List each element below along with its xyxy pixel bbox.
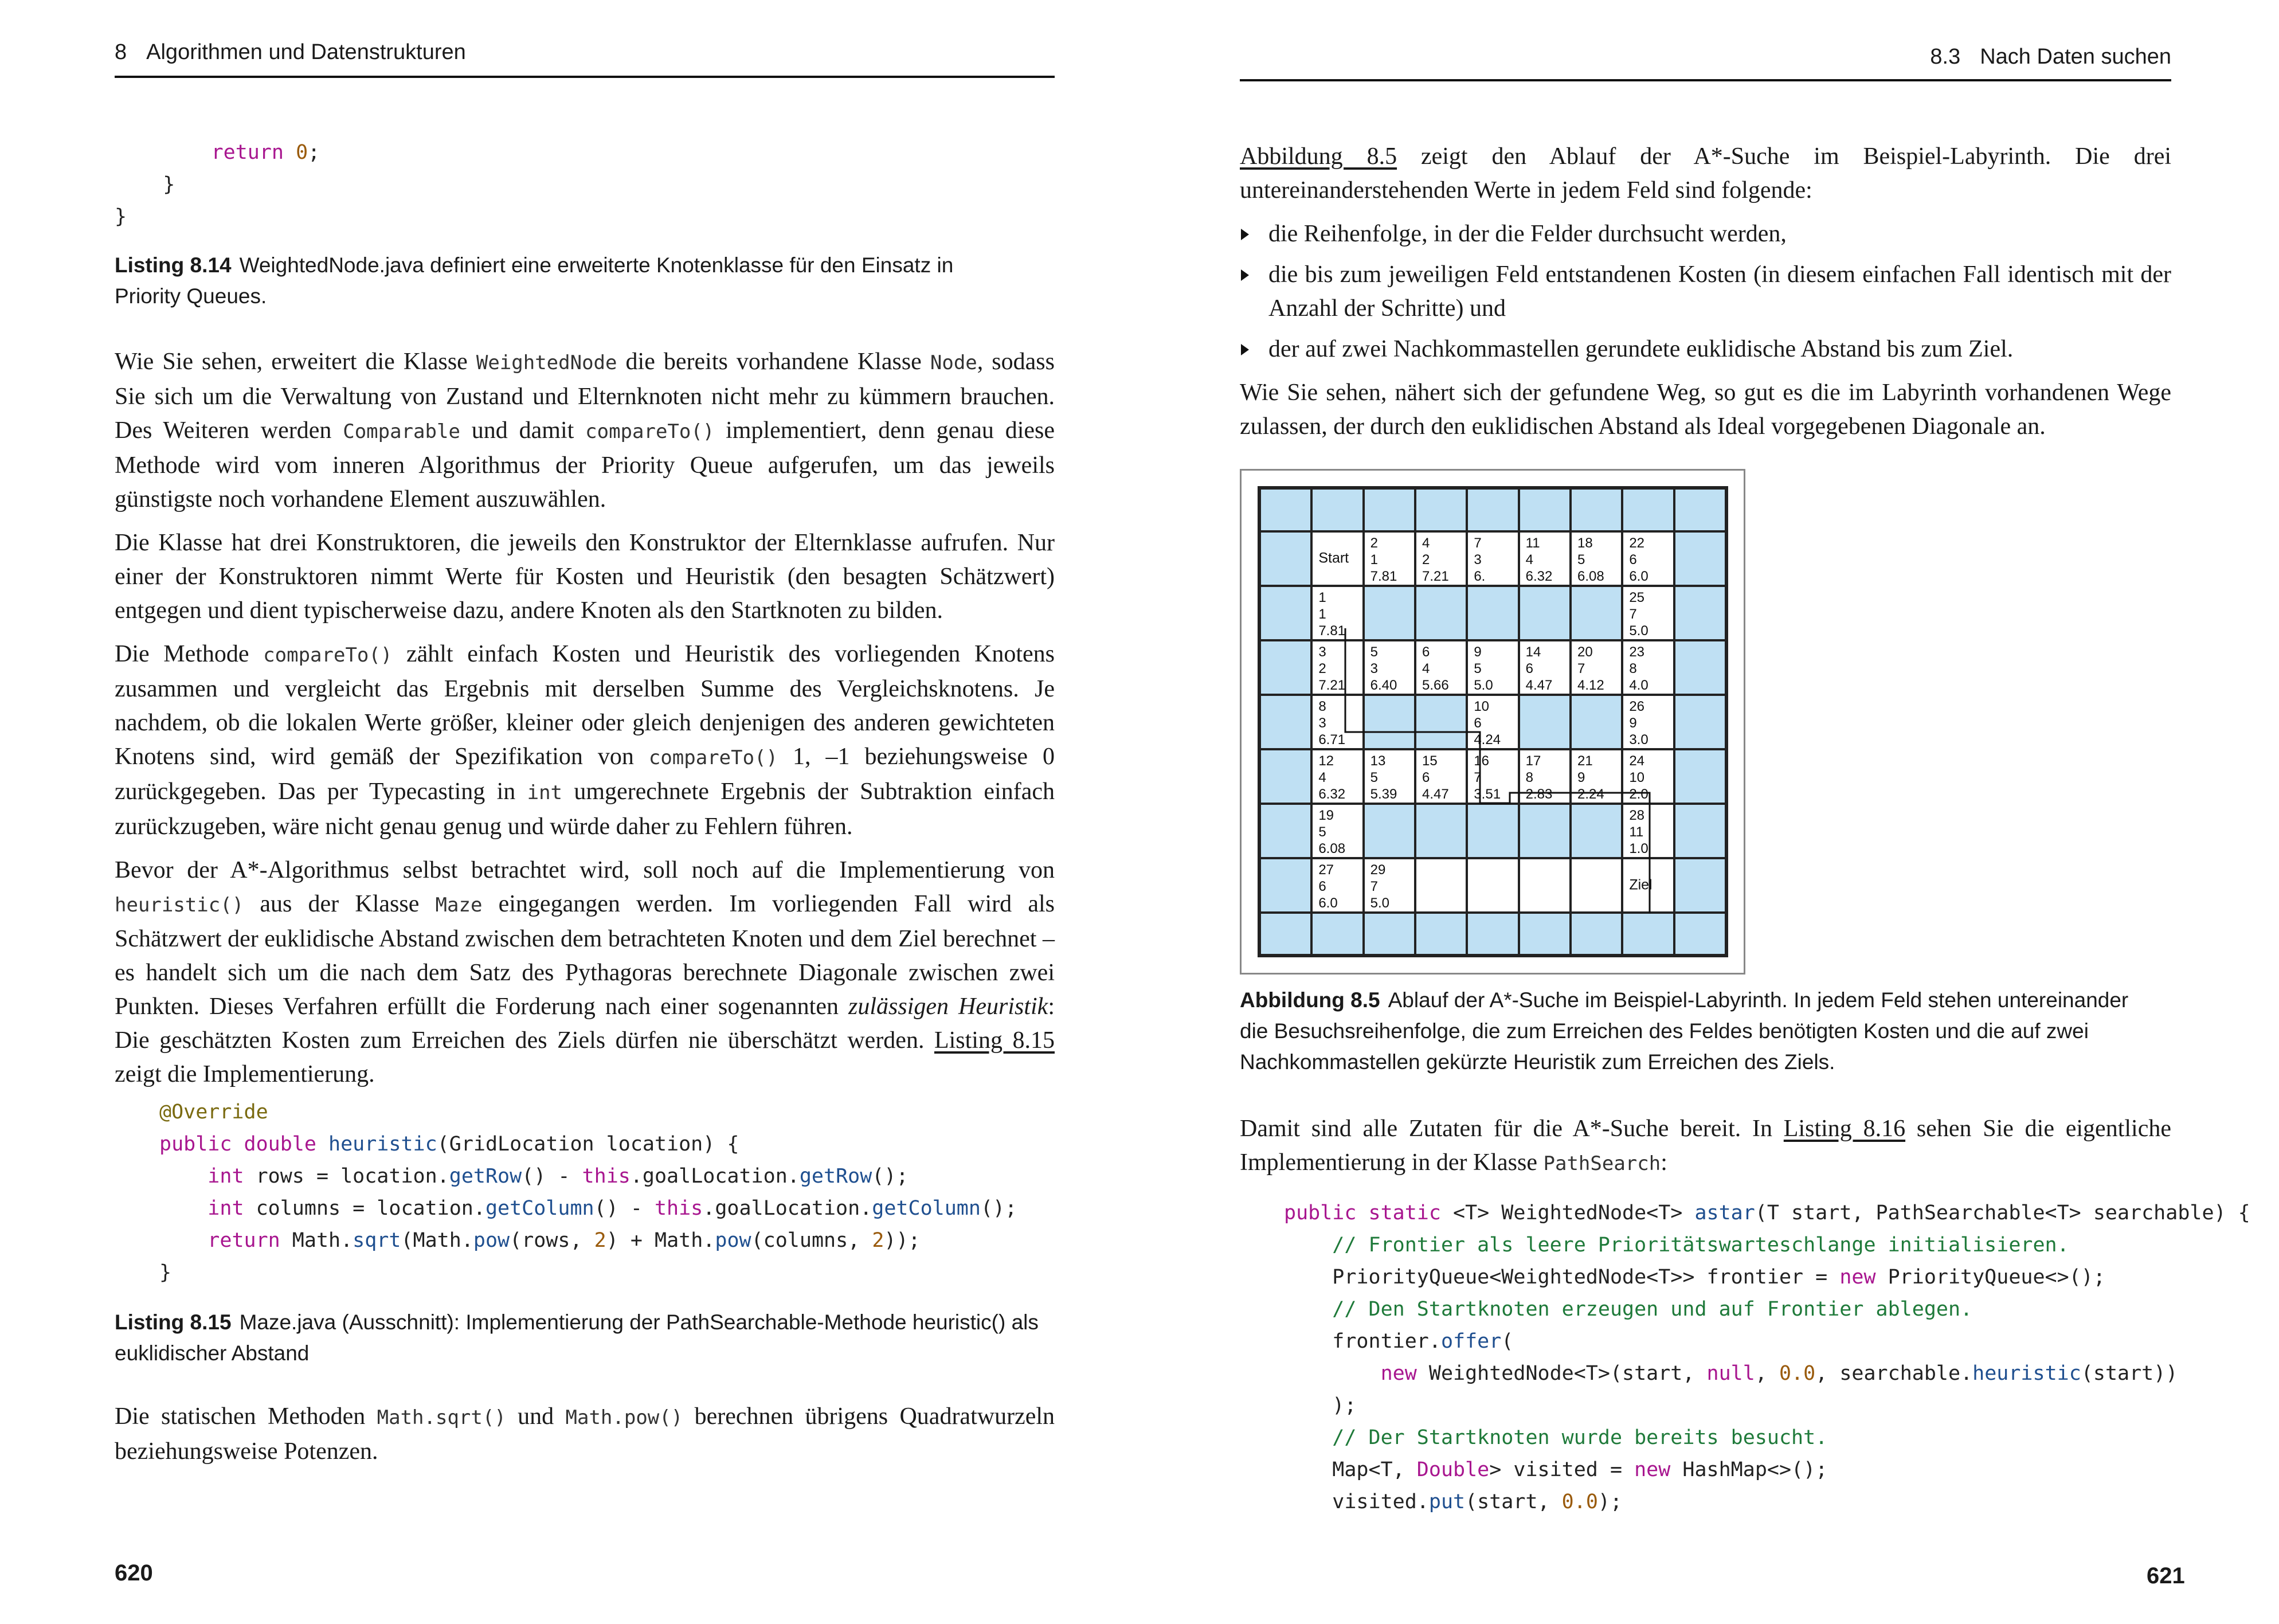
section-number: 8.3 xyxy=(1930,45,1961,69)
inline-code: compareTo() xyxy=(585,420,715,443)
maze-wall-cell xyxy=(1467,804,1518,858)
figure-85-link[interactable]: Abbildung 8.5 xyxy=(1240,143,1397,170)
cell-value: 4.24 xyxy=(1474,731,1501,748)
start-label: Start xyxy=(1318,550,1349,566)
cell-value: 4 xyxy=(1422,535,1430,551)
cell-value: 2 xyxy=(1370,535,1379,551)
maze-wall-cell xyxy=(1674,749,1726,804)
maze-wall-cell xyxy=(1519,586,1571,640)
listing-815-link[interactable]: Listing 8.15 xyxy=(934,1027,1055,1054)
maze-wall-cell xyxy=(1571,913,1622,956)
maze-wall-cell xyxy=(1622,913,1674,956)
cell-value: 4 xyxy=(1318,769,1326,785)
cell-value: 18 xyxy=(1577,535,1593,551)
cell-value: 5 xyxy=(1474,660,1482,676)
code-line: } xyxy=(159,1261,172,1284)
maze-wall-cell xyxy=(1260,695,1311,749)
maze-wall-cell xyxy=(1260,913,1311,956)
cell-value: 2.83 xyxy=(1525,786,1553,802)
maze-wall-cell xyxy=(1260,586,1311,640)
maze-open-cell xyxy=(1467,749,1518,804)
cell-value: 24 xyxy=(1629,753,1645,769)
maze-wall-cell xyxy=(1467,586,1518,640)
maze-open-cell xyxy=(1364,858,1415,913)
maze-wall-cell xyxy=(1674,858,1726,913)
maze-open-cell xyxy=(1622,695,1674,749)
maze-wall-cell xyxy=(1519,804,1571,858)
maze-wall-cell xyxy=(1260,531,1311,586)
maze-open-cell xyxy=(1622,586,1674,640)
page-number-left: 620 xyxy=(115,1560,153,1586)
cell-value: 9 xyxy=(1577,769,1585,785)
cell-value: 5.0 xyxy=(1474,677,1493,693)
cell-value: 6 xyxy=(1422,644,1430,660)
cell-value: 5 xyxy=(1318,824,1326,840)
cell-value: 21 xyxy=(1577,753,1593,769)
maze-grid xyxy=(1258,486,1728,957)
cell-value: 6.32 xyxy=(1318,786,1346,802)
listing-caption-814 xyxy=(115,250,997,312)
code-line: new WeightedNode<T>(start, null, 0.0, searchable.heuristic(start)) xyxy=(1380,1362,2178,1385)
maze-wall-cell xyxy=(1674,531,1726,586)
cell-value: 22 xyxy=(1629,535,1645,551)
header-rule xyxy=(1240,79,2171,81)
maze-open-cell xyxy=(1364,640,1415,695)
maze-wall-cell xyxy=(1519,695,1571,749)
cell-value: 1.0 xyxy=(1629,840,1648,856)
cell-value: 6 xyxy=(1318,878,1326,894)
maze-wall-cell xyxy=(1311,488,1363,531)
maze-open-cell xyxy=(1364,749,1415,804)
page-number-right: 621 xyxy=(2147,1563,2185,1588)
listing-caption-815 xyxy=(115,1307,1055,1369)
maze-open-cell xyxy=(1311,804,1363,858)
cell-value: 2.24 xyxy=(1577,786,1604,802)
inline-code: Math.pow() xyxy=(565,1406,683,1429)
code-line: @Override xyxy=(159,1101,268,1124)
code-line: return Math.sqrt(Math.pow(rows, 2) + Math.pow(columns, 2)); xyxy=(207,1229,921,1252)
cell-value: 10 xyxy=(1629,769,1645,785)
goal-label: Ziel xyxy=(1629,876,1653,893)
cell-value: 6.32 xyxy=(1525,568,1553,584)
maze-wall-cell xyxy=(1674,695,1726,749)
code-listing-814-tail xyxy=(115,136,320,233)
cell-value: 11 xyxy=(1629,824,1644,840)
cell-value: 1 xyxy=(1370,551,1379,568)
code-line: } xyxy=(115,173,175,196)
body-text-left xyxy=(115,345,1055,1101)
cell-value: 2.0 xyxy=(1629,786,1648,802)
maze-open-cell xyxy=(1622,804,1674,858)
code-line: // Den Startknoten erzeugen und auf Frontier ablegen. xyxy=(1332,1298,1973,1321)
cell-value: 8 xyxy=(1525,769,1534,785)
cell-value: 19 xyxy=(1318,807,1334,823)
maze-wall-cell xyxy=(1571,488,1622,531)
cell-value: 5.0 xyxy=(1370,895,1390,911)
cell-value: 6 xyxy=(1422,769,1430,785)
maze-wall-cell xyxy=(1571,804,1622,858)
cell-value: 7 xyxy=(1370,878,1379,894)
body-text-right-outro xyxy=(1240,1112,2171,1191)
cell-value: 3.51 xyxy=(1474,786,1501,802)
maze-start-cell xyxy=(1311,531,1363,586)
maze-wall-cell xyxy=(1260,858,1311,913)
figure-caption-text: Ablauf der A*-Suche im Beispiel-Labyrinth. In jedem Feld stehen untereinander die Besuchsreihenfolge, die zum Erreichen des Feldes benötigten Kosten und die auf zwei Nachkommastellen gekürzte Heuristik zum Erreichen des Ziels. xyxy=(1240,988,2129,1074)
maze-open-cell xyxy=(1415,749,1467,804)
cell-value: 7.81 xyxy=(1370,568,1397,584)
cell-value: 23 xyxy=(1629,644,1645,660)
cell-value: 17 xyxy=(1525,753,1541,769)
cell-value: 6. xyxy=(1474,568,1486,584)
cell-value: 8 xyxy=(1318,698,1326,714)
maze-wall-cell xyxy=(1415,586,1467,640)
cell-value: 2 xyxy=(1422,551,1430,568)
cell-value: 5 xyxy=(1370,769,1379,785)
cell-value: 13 xyxy=(1370,753,1386,769)
cell-value: 3 xyxy=(1474,551,1482,568)
cell-value: 6.0 xyxy=(1318,895,1338,911)
inline-code: Node xyxy=(930,351,977,374)
maze-open-cell xyxy=(1467,531,1518,586)
maze-wall-cell xyxy=(1311,913,1363,956)
maze-wall-cell xyxy=(1571,586,1622,640)
maze-wall-cell xyxy=(1467,488,1518,531)
header-rule xyxy=(115,76,1055,78)
code-line: frontier.offer( xyxy=(1284,1330,1514,1353)
code-line: PriorityQueue<WeightedNode<T>> frontier = new PriorityQueue<>(); xyxy=(1284,1266,2105,1289)
cell-value: 6.71 xyxy=(1318,731,1346,748)
cell-value: 4.0 xyxy=(1629,677,1648,693)
maze-wall-cell xyxy=(1260,488,1311,531)
inline-code: Comparable xyxy=(343,420,460,443)
cell-value: 28 xyxy=(1629,807,1645,823)
cell-value: 5.66 xyxy=(1422,677,1449,693)
code-listing-816 xyxy=(1284,1197,2250,1518)
maze-wall-cell xyxy=(1260,804,1311,858)
maze-wall-cell xyxy=(1674,913,1726,956)
figure-caption-85 xyxy=(1240,985,2157,1078)
maze-open-cell xyxy=(1364,531,1415,586)
maze-open-cell xyxy=(1467,858,1518,913)
inline-code: compareTo() xyxy=(648,746,778,769)
cell-value: 4.12 xyxy=(1577,677,1604,693)
cell-value: 9 xyxy=(1474,644,1482,660)
cell-value: 29 xyxy=(1370,862,1386,878)
code-line: public static <T> WeightedNode<T> astar(T start, PathSearchable<T> searchable) { xyxy=(1284,1202,2250,1224)
cell-value: 3 xyxy=(1370,660,1379,676)
paragraph: Die Methode compareTo() zählt einfach Kosten und Heuristik des vorliegenden Knotens zusammen und vergleicht das Ergebnis mit derselben Summe des Vergleichsknotens. Je nachdem, ob die lokalen Werte größer, kleiner oder gleich denjenigen des anderen gewichteten Knotens sind, wird gemäß der Spezifikation von compareTo() 1, –1 beziehungsweise 0 zurückgegeben. Das per Typecasting in int umgerechnete Ergebnis der Subtraktion einfach zurückzugeben, wäre nicht genau genug und würde daher zu Fehlern führen. xyxy=(115,641,1055,840)
maze-wall-cell xyxy=(1364,695,1415,749)
code-line: int rows = location.getRow() - this.goalLocation.getRow(); xyxy=(207,1165,909,1188)
cell-value: 7.21 xyxy=(1318,677,1346,693)
cell-value: 5 xyxy=(1577,551,1585,568)
paragraph: Abbildung 8.5 zeigt den Ablauf der A*-Suche im Beispiel-Labyrinth. Die drei untereinanderstehenden Werte in jedem Feld sind folgende: xyxy=(1240,143,2172,204)
cell-value: 3.0 xyxy=(1629,731,1648,748)
body-text-right xyxy=(1240,140,2171,453)
cell-value: 20 xyxy=(1577,644,1593,660)
code-line: int columns = location.getColumn() - this.goalLocation.getColumn(); xyxy=(207,1197,1017,1220)
maze-wall-cell xyxy=(1415,913,1467,956)
inline-code: compareTo() xyxy=(263,644,393,667)
cell-value: 27 xyxy=(1318,862,1334,878)
maze-wall-cell xyxy=(1415,488,1467,531)
maze-open-cell xyxy=(1571,531,1622,586)
cell-value: 4.47 xyxy=(1422,786,1449,802)
cell-value: 26 xyxy=(1629,698,1645,714)
code-line: public double heuristic(GridLocation location) { xyxy=(159,1133,739,1156)
cell-value: 4 xyxy=(1422,660,1430,676)
inline-code: PathSearch xyxy=(1543,1152,1661,1175)
code-line: ); xyxy=(1284,1394,1357,1417)
bullet-item: die bis zum jeweiligen Feld entstandenen Kosten (in diesem einfachen Fall identisch mit der Anzahl der Schritte) und xyxy=(1240,258,2171,326)
maze-open-cell xyxy=(1519,531,1571,586)
code-line: } xyxy=(115,205,127,228)
cell-value: 6.08 xyxy=(1318,840,1346,856)
cell-value: 6.08 xyxy=(1577,568,1604,584)
cell-value: 7 xyxy=(1474,769,1482,785)
cell-value: 7.81 xyxy=(1318,623,1346,639)
chapter-number: 8 xyxy=(115,40,127,64)
inline-code: heuristic() xyxy=(115,894,244,917)
cell-value: 7.21 xyxy=(1422,568,1449,584)
maze-wall-cell xyxy=(1571,695,1622,749)
cell-value: 5.0 xyxy=(1629,623,1648,639)
cell-value: 6 xyxy=(1629,551,1637,568)
maze-wall-cell xyxy=(1674,804,1726,858)
maze-wall-cell xyxy=(1364,488,1415,531)
maze-open-cell xyxy=(1311,586,1363,640)
listing-caption-text: Maze.java (Ausschnitt): Implementierung der PathSearchable-Methode heuristic() als euklidischer Abstand xyxy=(115,1310,1039,1365)
paragraph: Wie Sie sehen, nähert sich der gefundene Weg, so gut es die im Labyrinth vorhandenen Wege zulassen, der durch den euklidischen Abstand als Ideal vorgegebenen Diagonale an. xyxy=(1240,379,2171,440)
cell-value: 25 xyxy=(1629,589,1645,605)
maze-wall-cell xyxy=(1674,640,1726,695)
cell-value: 3 xyxy=(1318,715,1326,731)
maze-wall-cell xyxy=(1415,804,1467,858)
paragraph: Damit sind alle Zutaten für die A*-Suche bereit. In Listing 8.16 sehen Sie die eigentliche Implementierung in der Klasse PathSearch: xyxy=(1240,1116,2171,1176)
bullet-item: der auf zwei Nachkommastellen gerundete euklidische Abstand bis zum Ziel. xyxy=(1240,332,2171,366)
code-line: // Frontier als leere Prioritätswarteschlange initialisieren. xyxy=(1332,1234,2069,1257)
bullet-item: die Reihenfolge, in der die Felder durchsucht werden, xyxy=(1240,217,2171,251)
maze-wall-cell xyxy=(1519,488,1571,531)
cell-value: 2 xyxy=(1318,660,1326,676)
section-title: Nach Daten suchen xyxy=(1980,45,2171,69)
cell-value: 5.39 xyxy=(1370,786,1397,802)
maze-open-cell xyxy=(1571,640,1622,695)
figure-label: Abbildung 8.5 xyxy=(1240,988,1380,1012)
cell-value: 6 xyxy=(1474,715,1482,731)
maze-open-cell xyxy=(1622,531,1674,586)
maze-goal-cell xyxy=(1622,858,1674,913)
maze-open-cell xyxy=(1467,695,1518,749)
maze-open-cell xyxy=(1311,695,1363,749)
cell-value: 4 xyxy=(1525,551,1534,568)
cell-value: 9 xyxy=(1629,715,1637,731)
maze-open-cell xyxy=(1467,640,1518,695)
cell-value: 7 xyxy=(1577,660,1585,676)
cell-value: 15 xyxy=(1422,753,1438,769)
code-line: visited.put(start, 0.0); xyxy=(1284,1490,1623,1513)
cell-value: 7 xyxy=(1474,535,1482,551)
maze-wall-cell xyxy=(1260,640,1311,695)
cell-value: 1 xyxy=(1318,589,1326,605)
cell-value: 4.47 xyxy=(1525,677,1553,693)
paragraph: Wie Sie sehen, erweitert die Klasse WeightedNode die bereits vorhandene Klasse Node, sodass Sie sich um die Verwaltung von Zustand und Elternknoten nicht mehr zu kümmern brauchen. Des Weiteren werden Comparable und damit compareTo() implementiert, denn genau diese Methode wird vom inneren Algorithmus der Priority Queue aufgerufen, um das jeweils günstigste noch vorhandene Element auszuwählen. xyxy=(115,349,1055,512)
inline-code: Maze xyxy=(435,894,483,917)
paragraph: Die Klasse hat drei Konstruktoren, die jeweils den Konstruktor der Elternklasse aufrufen. Nur einer der Konstruktoren nimmt Werte für Kosten und Heuristik (den besagten Schätzwert) entgegen und dient typischerweise dazu, andere Knoten als den Startknoten zu bilden. xyxy=(115,530,1055,624)
maze-wall-cell xyxy=(1364,913,1415,956)
paragraph: Die statischen Methoden Math.sqrt() und Math.pow() berechnen übrigens Quadratwurzeln beziehungsweise Potenzen. xyxy=(115,1403,1055,1465)
code-line: Map<T, Double> visited = new HashMap<>(); xyxy=(1284,1458,1828,1481)
paragraph: Bevor der A*-Algorithmus selbst betrachtet wird, soll noch auf die Implementierung von heuristic() aus der Klasse Maze eingegangen werden. Im vorliegenden Fall wird als Schätzwert der euklidische Abstand zwischen dem betrachteten Knoten und dem Ziel berechnet – es handelt sich um die nach dem Satz des Pythagoras berechnete Diagonale zwischen zwei Punkten. Dieses Verfahren erfüllt die Forderung nach einer sogenannten zulässigen Heuristik: Die geschätzten Kosten zum Erreichen des Ziels dürfen nie überschätzt werden. Listing 8.15 zeigt die Implementierung. xyxy=(115,857,1055,1087)
code-line: // Der Startknoten wurde bereits besucht. xyxy=(1332,1426,1828,1449)
body-text-left-end xyxy=(115,1400,1055,1478)
listing-caption-text: WeightedNode.java definiert eine erweiterte Knotenklasse für den Einsatz in Priority Queues. xyxy=(115,253,954,308)
maze-open-cell xyxy=(1415,531,1467,586)
listing-label: Listing 8.14 xyxy=(115,253,232,277)
running-head-left xyxy=(115,40,466,65)
cell-value: 6 xyxy=(1525,660,1534,676)
cell-value: 7 xyxy=(1629,606,1637,622)
cell-value: 16 xyxy=(1474,753,1490,769)
running-head-right xyxy=(1930,45,2171,69)
listing-816-link[interactable]: Listing 8.16 xyxy=(1783,1116,1906,1142)
maze-wall-cell xyxy=(1622,488,1674,531)
maze-open-cell xyxy=(1519,640,1571,695)
maze-open-cell xyxy=(1622,640,1674,695)
maze-open-cell xyxy=(1622,749,1674,804)
cell-value: 11 xyxy=(1525,535,1540,551)
inline-code: Math.sqrt() xyxy=(377,1406,506,1429)
inline-code: WeightedNode xyxy=(476,351,617,374)
bullet-list xyxy=(1240,217,2171,366)
cell-value: 14 xyxy=(1525,644,1541,660)
maze-open-cell xyxy=(1415,640,1467,695)
cell-value: 3 xyxy=(1318,644,1326,660)
maze-wall-cell xyxy=(1519,913,1571,956)
cell-value: 6.40 xyxy=(1370,677,1397,693)
maze-open-cell xyxy=(1571,749,1622,804)
maze-open-cell xyxy=(1415,858,1467,913)
cell-value: 12 xyxy=(1318,753,1334,769)
maze-open-cell xyxy=(1311,749,1363,804)
emphasis: zulässigen Heuristik xyxy=(848,993,1048,1020)
maze-wall-cell xyxy=(1364,804,1415,858)
maze-wall-cell xyxy=(1364,586,1415,640)
cell-value: 1 xyxy=(1318,606,1326,622)
listing-label: Listing 8.15 xyxy=(115,1310,232,1334)
code-line: return 0; xyxy=(211,141,320,164)
chapter-title: Algorithmen und Datenstrukturen xyxy=(146,40,466,64)
cell-value: 6.0 xyxy=(1629,568,1648,584)
code-listing-815 xyxy=(159,1096,1017,1289)
maze-open-cell xyxy=(1311,858,1363,913)
maze-wall-cell xyxy=(1260,749,1311,804)
cell-value: 8 xyxy=(1629,660,1637,676)
maze-wall-cell xyxy=(1415,695,1467,749)
maze-open-cell xyxy=(1519,749,1571,804)
cell-value: 10 xyxy=(1474,698,1490,714)
cell-value: 5 xyxy=(1370,644,1379,660)
maze-wall-cell xyxy=(1674,586,1726,640)
maze-open-cell xyxy=(1519,858,1571,913)
maze-wall-cell xyxy=(1467,913,1518,956)
maze-wall-cell xyxy=(1674,488,1726,531)
maze-open-cell xyxy=(1571,858,1622,913)
inline-code: int xyxy=(527,781,563,804)
maze-open-cell xyxy=(1311,640,1363,695)
